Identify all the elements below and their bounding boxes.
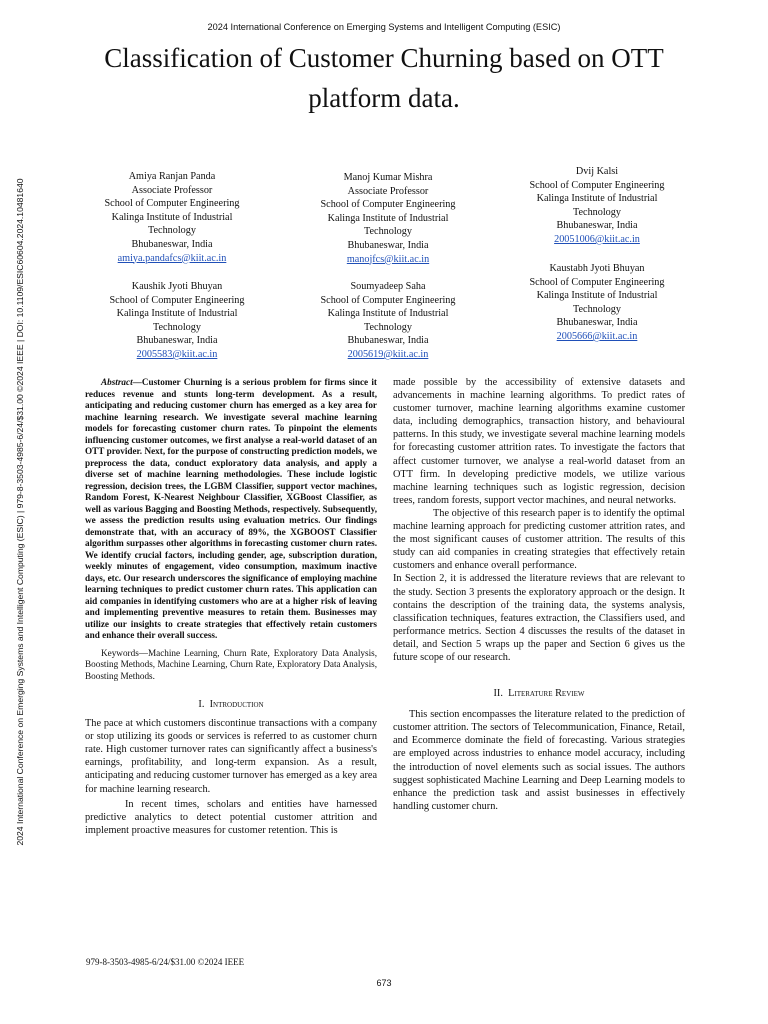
author-name: Soumyadeep Saha — [350, 281, 426, 292]
author-affiliation-line: Kalinga Institute of Industrial — [536, 290, 658, 302]
side-doi-text: 2024 International Conference on Emerging Systems and Intelligent Computing (ESIC) | 979-8-3503-4985-6/24/$31.00 ©2024 IEEE | DOI: 10.1109/ESIC60604.2024.10481640 — [15, 178, 25, 846]
author-name: Manoj Kumar Mishra — [343, 172, 433, 183]
author-affiliation-line: Associate Professor — [347, 185, 429, 197]
author-affiliation-line: School of Computer Engineering — [529, 276, 665, 288]
author-email-link[interactable]: manojfcs@kiit.ac.in — [346, 253, 430, 265]
author-email-link[interactable]: 2005666@kiit.ac.in — [556, 330, 638, 342]
intro-paragraph: In recent times, scholars and entities have harnessed predictive analytics to detect potential customer attrition and implement proactive measures for customer retention. This is — [85, 798, 377, 836]
author-name: Kaushik Jyoti Bhuyan — [131, 281, 223, 292]
footer-copyright: 979-8-3503-4985-6/24/$31.00 ©2024 IEEE — [86, 957, 245, 967]
author-affiliation-line: Technology — [364, 321, 412, 333]
body-paragraph: The objective of this research paper is to identify the optimal machine learning approach for predicting customer attrition rates, and the most significant causes of customer attrition. The results of this study can aid companies in creating strategies that effectively retain customers and enhance overall performance. — [393, 507, 685, 572]
author-affiliation-line: Technology — [573, 303, 621, 315]
author-affiliation-line: Kalinga Institute of Industrial — [116, 308, 238, 320]
section-heading-literature-review — [393, 687, 685, 700]
author-affiliation-line: School of Computer Engineering — [529, 179, 665, 191]
author-email-link[interactable]: 2005583@kiit.ac.in — [136, 348, 218, 360]
author-email-link[interactable]: 2005619@kiit.ac.in — [347, 348, 429, 360]
author-affiliation-line: Technology — [153, 321, 201, 333]
body-paragraph: made possible by the accessibility of extensive datasets and advancements in machine learning algorithms. To predict rates of customer turnover, machine learning algorithms examine customer data, including demographics, transaction history, and behavioural patterns. In this study, we investigate several machine learning models for forecasting customer attrition rates. To investigate the factors that affect customer turnover, we analyse a real-world dataset from an OTT firm. In developing predictive models, we utilize various machine learning techniques such as logistic regression, decision trees, random forests, support vector machines, and neural networks. — [393, 377, 685, 506]
conference-header: 2024 International Conference on Emerging Systems and Intelligent Computing (ESIC) — [207, 22, 561, 32]
title-line-2: platform data. — [308, 83, 460, 113]
abstract-paragraph — [85, 377, 377, 642]
author-affiliation-line: School of Computer Engineering — [320, 199, 456, 211]
section-title: Literature Review — [508, 688, 585, 700]
author-affiliation-line: School of Computer Engineering — [109, 294, 245, 306]
section-number: II. — [493, 688, 503, 700]
author-block — [283, 280, 493, 362]
author-block — [283, 171, 493, 266]
abstract-heading: Abstract— — [101, 377, 142, 387]
author-affiliation-line: Kalinga Institute of Industrial — [536, 193, 658, 205]
literature-paragraph: This section encompasses the literature related to the prediction of customer attrition. The sectors of Telecommunication, Finance, Retail, and Ecommerce dominate the field of forecasting. Various strategies are employed across industries to enhance model accuracy, including the introduction of novel elements such as social issues. The authors suggest sophisticated Machine Learning and Deep Learning models to enhance the prediction task and assist businesses in effectively handling customer churn. — [393, 709, 685, 812]
author-affiliation-line: Kalinga Institute of Industrial — [327, 308, 449, 320]
author-email-link[interactable]: amiya.pandafcs@kiit.ac.in — [117, 252, 227, 264]
author-affiliation-line: School of Computer Engineering — [104, 198, 240, 210]
section-number: I. — [198, 699, 205, 710]
author-block — [492, 262, 702, 344]
right-column — [393, 376, 685, 813]
author-name: Kaustabh Jyoti Bhuyan — [549, 263, 645, 274]
author-affiliation-line: Kalinga Institute of Industrial — [327, 212, 449, 224]
intro-paragraph: The pace at which customers discontinue transactions with a company or stop utilizing its goods or services is referred to as customer churn rate. High customer turnover rates can significantly affect a business's earnings, profitability, and long-term expansion. As a result, anticipating and reducing customer turnover has emerged as a key area for machine learning research. — [85, 718, 378, 795]
author-affiliation-line: Technology — [148, 225, 196, 237]
section-title: Introduction — [209, 699, 264, 710]
title-line-1: Classification of Customer Churning based on OTT — [104, 43, 664, 73]
author-affiliation-line: Bhubaneswar, India — [131, 238, 213, 250]
author-block — [72, 280, 282, 362]
author-affiliation-line: Bhubaneswar, India — [556, 317, 638, 329]
author-affiliation-line: Bhubaneswar, India — [347, 239, 429, 251]
side-doi-strip — [14, 140, 26, 884]
abstract-text: Customer Churning is a serious problem for firms since it reduces revenue and stunts long-term development. As a result, anticipating and reducing customer churn has emerged as a key area for machine learning research. We investigate several machine learning models for forecasting customer churn rates. To pinpoint the elements influencing customer outcomes, we first analyse a real-world dataset of an OTT provider. Next, for the purpose of constructing prediction models, we preprocess the data, conduct exploratory data analysis, and apply a diverse set of machine learning methodologies. These include logistic regression, decision trees, the LGBM Classifier, support vector machines, Random Forest, K-Nearest Neighbour Classifier, XGBoost Classifier, as well as various Bagging and Boosting Methods, respectively. Subsequently, we assess the prediction results using evaluation metrics. Our findings demonstrate that, with an accuracy of 89%, the XGBOOST Classifier algorithm surpasses other algorithms in forecasting customer churn rates. We identify crucial factors, including gender, age, subscription duration, weekly minutes of engagement, video consumption, maximum inactive days, etc. Our research underscores the significance of employing machine learning techniques to predict customer churn rates. This application can aid companies in identifying customers who are at a higher risk of leaving and implementing preventive measures to retain them. Businesses may utilize our insights to create strategies that effectively retain customers and enhance their overall success. — [85, 377, 377, 640]
author-affiliation-line: Technology — [364, 226, 412, 238]
author-affiliation-line: Associate Professor — [131, 184, 213, 196]
author-email-link[interactable]: 20051006@kiit.ac.in — [554, 233, 640, 245]
author-affiliation-line: Bhubaneswar, India — [136, 335, 218, 347]
keywords: Keywords—Machine Learning, Churn Rate, Exploratory Data Analysis, Boosting Methods, Machine Learning, Churn Rate, Exploratory Data Analysis, Boosting Methods. — [85, 647, 377, 681]
author-affiliation-line: Technology — [573, 206, 621, 218]
author-block — [492, 165, 702, 247]
author-affiliation-line: Bhubaneswar, India — [347, 335, 429, 347]
paper-title — [60, 38, 708, 118]
author-affiliation-line: Kalinga Institute of Industrial — [111, 211, 233, 223]
author-name: Dvij Kalsi — [575, 166, 619, 177]
section-heading-introduction — [85, 698, 377, 711]
body-paragraph: In Section 2, it is addressed the literature reviews that are relevant to the study. Section 3 presents the exploratory approach or the design. It contains the description of the training data, the systems analysis, classification techniques, features extraction, the Classifiers used, and performance metrics. Section 4 discusses the results of the dataset in detail, and Section 5 wraps up the paper and Section 6 gives us the future scope of our research. — [393, 573, 685, 663]
author-block — [67, 170, 277, 265]
author-name: Amiya Ranjan Panda — [128, 171, 216, 182]
author-affiliation-line: School of Computer Engineering — [320, 294, 456, 306]
left-column — [85, 377, 377, 837]
page-number: 673 — [376, 978, 392, 988]
author-affiliation-line: Bhubaneswar, India — [556, 220, 638, 232]
